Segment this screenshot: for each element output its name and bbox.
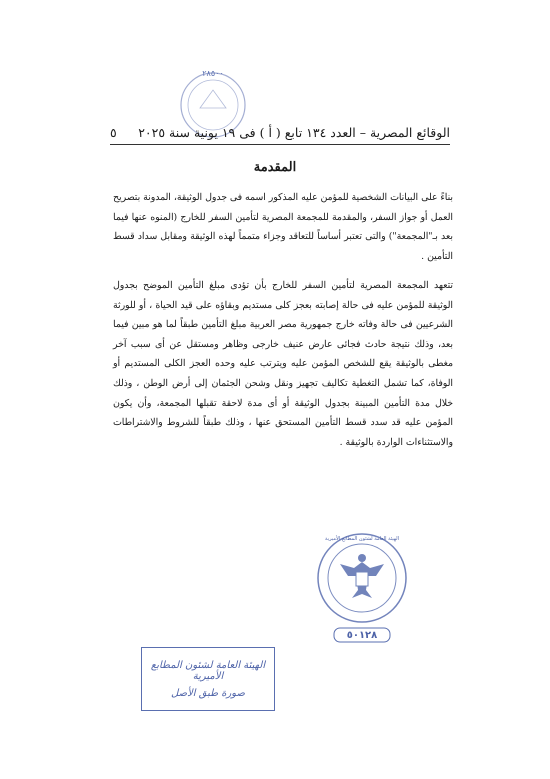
paragraph-intro: بناءً على البيانات الشخصية للمؤمن عليه المذكور اسمه فى جدول الوثيقة، المدونة بتصريح العمل أو جواز السفر، والمقدمة للمجمعة المصرية لتأمين السفر للخارج (المنوه عنها فيما بعد بـ"المجمعة") والتى تعتبر أساساً للتعاقد وجزاء متمماً لهذه الوثيقة ومقابل سداد قسط التأمين .	[113, 192, 453, 262]
eagle-icon	[340, 554, 384, 598]
round-seal	[312, 520, 412, 660]
section-title: المقدمة	[253, 160, 297, 175]
round-seal-number: ٥٠١٢٨	[346, 630, 378, 641]
header-title: الوقائع المصرية – العدد ١٣٤ تابع ( أ ) فى ١٩ يونية سنة ٢٠٢٥	[138, 125, 450, 140]
page-number: ٥	[110, 125, 117, 140]
certified-copy-stamp	[141, 647, 275, 711]
paragraph-coverage: تتعهد المجمعة المصرية لتأمين السفر للخارج بأن تؤدى مبلغ التأمين الموضح بجدول الوثيقة للمؤمن عليه فى حالة إصابته بعجز كلى مستديم وبقاؤه على قيد الحياة ، أو للورثة الشرعيين فى حالة وفاته خارج جمهورية مصر العربية مبلغ التأمين طبقاً لما هو مبين فيما بعد، وذلك نتيجة حادث فجائى عارض عنيف خارجى وظاهر ومستقل عن أى سبب آخر مغطى بالوثيقة يقع للشخص المؤمن عليه ويترتب عليه وحده العجز الكلى المستديم أو الوفاة، كما تشمل التغطية تكاليف تجهيز ونقل وشحن الجثمان إلى أرض الوطن ، وذلك خلال مدة التأمين المبينة بجدول الوثيقة أو أى مدة لاحقة تقبلها المجمعة، وأن يكون المؤمن عليه قد سدد قسط التأمين المستحق عنها ، وذلك طبقاً للشروط والاشتراطات والاستثناءات الواردة بالوثيقة .	[113, 280, 453, 448]
top-stamp-number: ٢٨٥٠٠	[202, 69, 224, 78]
round-seal-text: الهيئة العامة لشئون المطابع الأميرية	[325, 536, 399, 542]
page-header	[110, 122, 450, 145]
stamp-certified: صورة طبق الأصل	[171, 688, 245, 699]
stamp-authority: الهيئة العامة لشئون المطابع الأميرية	[150, 660, 266, 682]
